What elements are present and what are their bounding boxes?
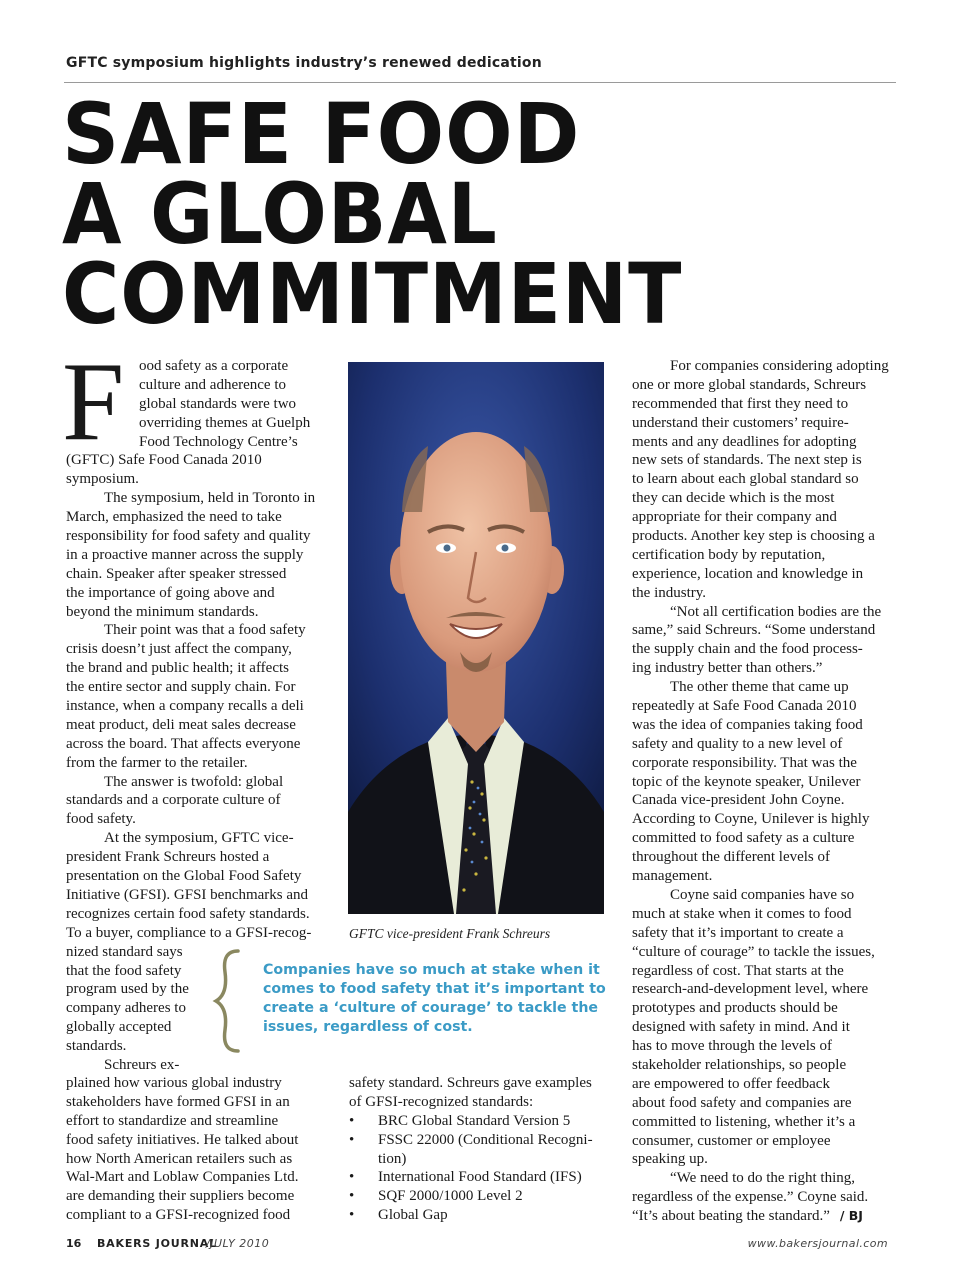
page-number: 16 xyxy=(66,1237,82,1250)
text-line: program used by the xyxy=(66,981,189,998)
bullet-item xyxy=(349,1168,611,1187)
text-line: stakeholders have formed GFSI in an xyxy=(66,1093,290,1110)
publication-name: BAKERS JOURNAL xyxy=(97,1237,217,1250)
bullet-text: Global Gap xyxy=(378,1207,448,1224)
text-line: repeatedly at Safe Food Canada 2010 xyxy=(632,698,857,715)
text-line: effort to standardize and streamline xyxy=(66,1112,279,1129)
article-kicker: GFTC symposium highlights industry’s renewed dedication xyxy=(66,55,542,71)
text-line: safety and quality to a new level of xyxy=(632,735,843,752)
text-line: appropriate for their company and xyxy=(632,509,837,526)
headline-line-3: COMMITMENT xyxy=(62,245,683,343)
text-line: prototypes and products should be xyxy=(632,1000,838,1017)
text-line: from the farmer to the retailer. xyxy=(66,754,248,771)
text-line: committed to listening, whether it’s a xyxy=(632,1113,856,1130)
text-line: instance, when a company recalls a deli xyxy=(66,698,304,715)
text-line: “It’s about beating the standard.” / BJ xyxy=(632,1208,863,1225)
text-line: ing industry better than others.” xyxy=(632,660,823,677)
text-line: certification body by reputation, xyxy=(632,546,826,563)
text-line: compliant to a GFSI-recognized food xyxy=(66,1207,291,1224)
photo-caption: GFTC vice-president Frank Schreurs xyxy=(349,926,551,941)
bullet-marker: • xyxy=(349,1169,355,1186)
bullet-text: International Food Standard (IFS) xyxy=(378,1169,582,1186)
text-line: topic of the keynote speaker, Unilever xyxy=(632,773,861,790)
text-line: about food safety and companies are xyxy=(632,1094,852,1111)
text-line: nized standard says xyxy=(66,943,183,960)
text-line: Food Technology Centre’s xyxy=(139,433,298,450)
text-line: presentation on the Global Food Safety xyxy=(66,868,302,885)
text-line: products. Another key step is choosing a xyxy=(632,528,875,545)
text-line: ments and any deadlines for adopting xyxy=(632,433,857,450)
text-line: research-and-development level, where xyxy=(632,981,869,998)
text-line: regardless of the expense.” Coyne said. xyxy=(632,1189,869,1206)
curly-brace-ornament xyxy=(212,948,252,1054)
text-line: throughout the different levels of xyxy=(632,849,831,866)
pull-quote-line: issues, regardless of cost. xyxy=(263,1019,473,1035)
text-line: Schreurs ex- xyxy=(104,1056,180,1073)
text-line: the brand and public health; it affects xyxy=(66,660,289,677)
bullet-text: tion) xyxy=(378,1150,407,1167)
website-url: www.bakersjournal.com xyxy=(747,1237,888,1250)
text-line: Their point was that a food safety xyxy=(104,622,306,639)
text-line: the industry. xyxy=(632,584,707,601)
text-line: Initiative (GFSI). GFSI benchmarks and xyxy=(66,886,309,903)
text-line: overriding themes at Guelph xyxy=(139,414,311,431)
text-line: meat product, deli meat sales decrease xyxy=(66,716,296,733)
text-line: At the symposium, GFTC vice- xyxy=(104,830,294,847)
text-line: safety that it’s important to create a xyxy=(632,924,844,941)
text-line: understand their customers’ require- xyxy=(632,414,849,431)
text-line: symposium. xyxy=(66,471,139,488)
text-line: “culture of courage” to tackle the issues, xyxy=(632,943,875,960)
bullet-item xyxy=(349,1206,611,1225)
text-line: recognizes certain food safety standards. xyxy=(66,905,310,922)
text-line: ood safety as a corporate xyxy=(139,358,289,374)
text-line: chain. Speaker after speaker stressed xyxy=(66,565,287,582)
text-line: food safety. xyxy=(66,811,136,828)
bullet-marker: • xyxy=(349,1131,355,1148)
text-line: that the food safety xyxy=(66,962,182,979)
text-line: regardless of cost. That starts at the xyxy=(632,962,844,979)
text-line: beyond the minimum standards. xyxy=(66,603,259,620)
signoff: / BJ xyxy=(839,1208,863,1224)
text-line: the entire sector and supply chain. For xyxy=(66,679,296,696)
portrait-illustration xyxy=(348,362,604,914)
kicker-divider xyxy=(64,82,896,83)
text-line: (GFTC) Safe Food Canada 2010 xyxy=(66,452,262,469)
bullet-marker: • xyxy=(349,1112,355,1129)
text-line: one or more global standards, Schreurs xyxy=(632,376,867,393)
text-line: According to Coyne, Unilever is highly xyxy=(632,811,870,828)
text-line: consumer, customer or employee xyxy=(632,1132,831,1149)
text-line: has to move through the levels of xyxy=(632,1038,832,1055)
text-line: standards and a corporate culture of xyxy=(66,792,281,809)
drop-cap: F xyxy=(62,340,125,464)
text-line: across the board. That affects everyone xyxy=(66,735,301,752)
text-line: “We need to do the right thing, xyxy=(670,1170,855,1187)
pull-quote xyxy=(263,961,606,1037)
text-line: new sets of standards. The next step is xyxy=(632,452,862,469)
text-line: culture and adherence to xyxy=(139,376,287,393)
portrait-photo xyxy=(348,362,604,914)
text-line: “Not all certification bodies are the xyxy=(670,603,882,620)
text-line: responsibility for food safety and quality xyxy=(66,528,311,545)
bullet-item xyxy=(349,1187,611,1206)
text-line: Wal-Mart and Loblaw Companies Ltd. xyxy=(66,1169,299,1186)
text-line: Canada vice-president John Coyne. xyxy=(632,792,845,809)
issue-date: /JULY 2010 xyxy=(206,1237,270,1250)
text-line: food safety initiatives. He talked about xyxy=(66,1131,299,1148)
text-line: For companies considering adopting xyxy=(670,358,889,374)
text-line: president Frank Schreurs hosted a xyxy=(66,849,270,866)
text-line: The other theme that came up xyxy=(670,679,849,696)
text-line: speaking up. xyxy=(632,1151,708,1168)
text-line: designed with safety in mind. And it xyxy=(632,1019,850,1036)
text-line: corporate responsibility. That was the xyxy=(632,754,857,771)
text-line: in a proactive manner across the supply xyxy=(66,546,304,563)
text-line: are demanding their suppliers become xyxy=(66,1188,295,1205)
bullet-item xyxy=(349,1131,611,1169)
text-line: globally accepted xyxy=(66,1019,172,1036)
pull-quote-line: create a ‘culture of courage’ to tackle the xyxy=(263,1000,599,1016)
body-column-3 xyxy=(632,357,898,1226)
text-line: recommended that first they need to xyxy=(632,395,849,412)
bullet-text: FSSC 22000 (Conditional Recogni- xyxy=(378,1131,593,1148)
text-line: management. xyxy=(632,868,713,885)
text-line: March, emphasized the need to take xyxy=(66,509,282,526)
body-column-1-continued xyxy=(66,1074,336,1225)
text-line: stakeholder relationships, so people xyxy=(632,1056,847,1073)
text-line: experience, location and knowledge in xyxy=(632,565,864,582)
text-line: of GFSI-recognized standards: xyxy=(349,1093,534,1110)
text-line: was the idea of companies taking food xyxy=(632,716,863,733)
bullet-marker: • xyxy=(349,1207,355,1224)
text-line: To a buyer, compliance to a GFSI-recog- xyxy=(66,924,312,941)
bullet-text: BRC Global Standard Version 5 xyxy=(378,1112,571,1129)
bullet-marker: • xyxy=(349,1188,355,1205)
text-line: The answer is twofold: global xyxy=(104,773,284,790)
text-line: the supply chain and the food process- xyxy=(632,641,863,658)
text-line: they can decide which is the most xyxy=(632,490,835,507)
text-line: Coyne said companies have so xyxy=(670,886,855,903)
text-line: same,” said Schreurs. “Some understand xyxy=(632,622,876,639)
text-line: safety standard. Schreurs gave examples xyxy=(349,1075,592,1091)
text-line: global standards were two xyxy=(139,395,297,412)
text-line: to learn about each global standard so xyxy=(632,471,859,488)
text-line: standards. xyxy=(66,1038,127,1055)
text-line: crisis doesn’t just affect the company, xyxy=(66,641,292,658)
text-line: much at stake when it comes to food xyxy=(632,905,852,922)
text-line: the importance of going above and xyxy=(66,584,275,601)
text-line: plained how various global industry xyxy=(66,1075,282,1091)
pull-quote-line: Companies have so much at stake when it xyxy=(263,962,600,978)
headline-line-2: A GLOBAL xyxy=(62,165,498,263)
bullet-item xyxy=(349,1112,611,1131)
headline-line-1: SAFE FOOD xyxy=(62,85,581,183)
text-line: are empowered to offer feedback xyxy=(632,1075,830,1092)
text-line: The symposium, held in Toronto in xyxy=(104,490,316,507)
text-line: how North American retailers such as xyxy=(66,1150,293,1167)
text-line: company adheres to xyxy=(66,1000,186,1017)
pull-quote-line: comes to food safety that it’s important to xyxy=(263,981,606,997)
bullet-text: SQF 2000/1000 Level 2 xyxy=(378,1188,523,1205)
text-line: committed to food safety as a culture xyxy=(632,830,855,847)
body-column-2 xyxy=(349,1074,611,1225)
